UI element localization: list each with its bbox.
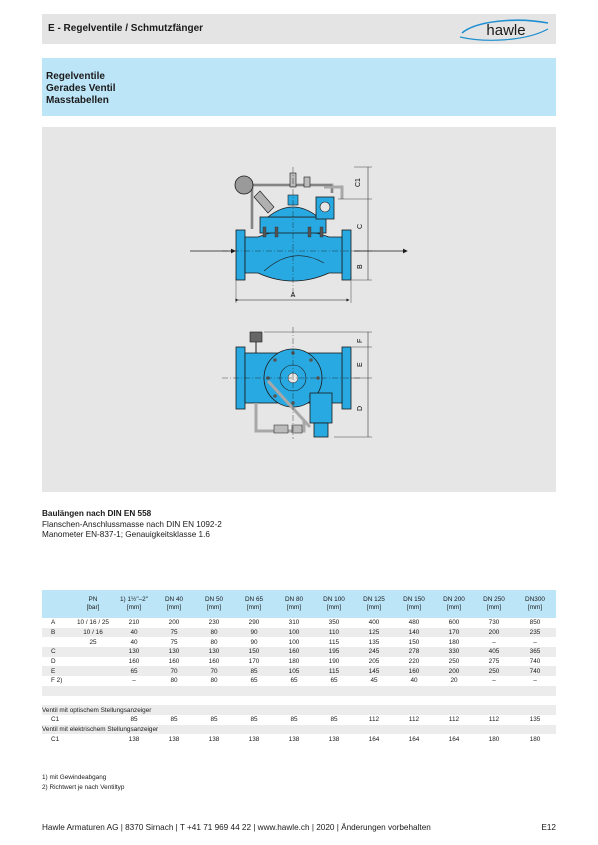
logo-text: hawle xyxy=(486,22,526,39)
table-cell: 115 xyxy=(328,638,340,646)
table-cell: 10 / 16 xyxy=(72,628,114,638)
header-bar xyxy=(42,14,556,44)
table-cell xyxy=(434,686,474,696)
table-cell: 200 xyxy=(474,628,514,638)
table-cell: 75 xyxy=(154,628,194,638)
table-cell: 85 xyxy=(210,716,218,724)
table-cell: C1 xyxy=(51,735,60,743)
table-row xyxy=(42,734,556,744)
column-header xyxy=(234,590,274,618)
table-cell: 200 xyxy=(434,666,474,676)
table-cell: 190 xyxy=(328,658,340,666)
table-cell: 100 xyxy=(288,638,300,646)
table-cell: 125 xyxy=(354,628,394,638)
table-cell xyxy=(194,696,234,706)
table-cell: 730 xyxy=(488,619,500,627)
table-cell: 220 xyxy=(408,658,420,666)
table-cell: 130 xyxy=(114,647,154,657)
table-cell xyxy=(274,696,314,706)
table-cell xyxy=(72,715,114,725)
table-cell xyxy=(514,696,556,706)
table-cell xyxy=(394,686,434,696)
column-header xyxy=(72,590,114,618)
table-cell xyxy=(114,686,154,696)
table-cell: 40 xyxy=(410,677,418,685)
column-header-title: DN 100 xyxy=(323,596,345,603)
table-cell: 138 xyxy=(128,735,140,743)
column-header-unit: [mm] xyxy=(126,604,142,611)
table-cell: 100 xyxy=(274,628,314,638)
table-cell: – xyxy=(492,677,496,685)
table-cell: 130 xyxy=(194,647,234,657)
table-cell: 170 xyxy=(434,628,474,638)
table-cell: 405 xyxy=(474,647,514,657)
side-view xyxy=(190,167,407,303)
table-cell: 85 xyxy=(130,716,138,724)
column-header-unit: [mm] xyxy=(486,604,502,611)
dim-label-d: D xyxy=(357,405,364,411)
table-cell: 850 xyxy=(529,619,541,627)
table-cell xyxy=(234,686,274,696)
table-row xyxy=(42,628,556,638)
table-cell: 10 / 16 / 25 xyxy=(77,619,109,627)
table-section-label: Ventil mit elektrischem Stellungsanzeiger xyxy=(42,725,556,735)
table-cell: D xyxy=(51,658,56,666)
column-header-unit: [mm] xyxy=(406,604,422,611)
column-header-unit: [mm] xyxy=(166,604,182,611)
table-cell xyxy=(154,686,194,696)
footer-text: Hawle Armaturen AG | 8370 Sirnach | T +41 71 969 44 22 | www.hawle.ch | 2020 | Änderungen vorbehalten xyxy=(42,823,431,832)
column-header-title: DN300 xyxy=(525,596,545,603)
table-cell: 85 xyxy=(290,716,298,724)
specs-line-2: Manometer EN-837-1; Genauigkeitsklasse 1.6 xyxy=(42,530,210,539)
table-cell: 85 xyxy=(170,716,178,724)
table-section-label: Ventil mit optischem Stellungsanzeiger xyxy=(42,705,556,715)
table-cell: 400 xyxy=(368,619,380,627)
section-line-3: Masstabellen xyxy=(46,95,109,106)
dimension-table xyxy=(42,590,556,744)
table-cell: A xyxy=(51,619,56,627)
table-header xyxy=(42,590,556,618)
column-header-unit: [mm] xyxy=(527,604,543,611)
table-cell: 210 xyxy=(128,619,140,627)
table-body xyxy=(42,618,556,744)
table-cell xyxy=(434,696,474,706)
table-cell: 65 xyxy=(114,666,154,676)
table-cell: 350 xyxy=(328,619,340,627)
valve-drawing-panel xyxy=(42,127,556,492)
table-cell: C xyxy=(42,647,72,657)
table-cell xyxy=(234,696,274,706)
table-cell: 180 xyxy=(529,735,541,743)
table-cell: 115 xyxy=(314,666,354,676)
table-cell xyxy=(72,666,114,676)
column-header xyxy=(474,590,514,618)
table-cell: 160 xyxy=(208,658,220,666)
table-section-row xyxy=(42,705,556,715)
table-cell: 200 xyxy=(168,619,180,627)
table-cell: 275 xyxy=(488,658,500,666)
table-cell: 245 xyxy=(354,647,394,657)
table-cell: 40 xyxy=(114,628,154,638)
table-cell xyxy=(354,696,394,706)
table-cell: 150 xyxy=(408,638,420,646)
table-cell: 110 xyxy=(314,628,354,638)
table-cell: – xyxy=(492,638,496,646)
table-row xyxy=(42,676,556,686)
table-cell: 65 xyxy=(290,677,298,685)
table-cell: 600 xyxy=(448,619,460,627)
table-cell: 85 xyxy=(234,666,274,676)
column-header-title: DN 250 xyxy=(483,596,505,603)
table-cell: C1 xyxy=(51,716,60,724)
table-cell: 65 xyxy=(250,677,258,685)
table-cell: B xyxy=(42,628,72,638)
table-cell: 740 xyxy=(514,666,556,676)
column-header-title: DN 125 xyxy=(363,596,385,603)
column-header xyxy=(42,590,72,618)
dim-label-c1: C1 xyxy=(355,178,362,187)
table-cell: 195 xyxy=(314,647,354,657)
column-header-title: DN 40 xyxy=(164,596,184,603)
column-header-unit: [mm] xyxy=(326,604,342,611)
footnote-1: 1) mit Gewindeabgang xyxy=(42,774,107,781)
table-row xyxy=(42,715,556,725)
table-cell: 80 xyxy=(210,677,218,685)
column-header xyxy=(194,590,234,618)
table-cell xyxy=(354,686,394,696)
table-cell xyxy=(42,696,72,706)
dim-label-e: E xyxy=(357,362,364,367)
table-cell: 160 xyxy=(394,666,434,676)
table-cell: 138 xyxy=(328,735,340,743)
table-cell xyxy=(194,686,234,696)
table-cell: 90 xyxy=(234,628,274,638)
table-cell xyxy=(72,686,114,696)
table-cell: 365 xyxy=(514,647,556,657)
table-cell: 112 xyxy=(488,716,500,724)
column-header-unit: [mm] xyxy=(206,604,222,611)
column-header-unit: [bar] xyxy=(86,604,100,611)
table-cell: 135 xyxy=(529,716,541,724)
table-cell: 105 xyxy=(274,666,314,676)
column-header xyxy=(394,590,434,618)
table-cell: 160 xyxy=(274,647,314,657)
table-cell: 180 xyxy=(488,735,500,743)
table-cell xyxy=(42,637,72,647)
table-cell xyxy=(154,696,194,706)
column-header-title: PN xyxy=(88,596,98,603)
table-row xyxy=(42,618,556,628)
table-cell xyxy=(114,696,154,706)
specs-line-1: Flanschen-Anschlussmasse nach DIN EN 1092-2 xyxy=(42,519,222,529)
table-cell: 164 xyxy=(448,735,460,743)
table-cell xyxy=(72,676,114,686)
header-title: E - Regelventile / Schmutzfänger xyxy=(48,23,204,34)
table-cell xyxy=(314,696,354,706)
table-cell: 138 xyxy=(248,735,260,743)
table-cell xyxy=(72,734,114,744)
table-cell: 138 xyxy=(288,735,300,743)
dim-label-f: F xyxy=(357,338,364,343)
table-cell xyxy=(474,696,514,706)
column-header xyxy=(314,590,354,618)
table-cell: 278 xyxy=(394,647,434,657)
table-cell: 85 xyxy=(330,716,338,724)
table-cell: 205 xyxy=(368,658,380,666)
table-cell: 80 xyxy=(170,677,178,685)
table-cell: 164 xyxy=(368,735,380,743)
table-cell: 85 xyxy=(250,716,258,724)
column-header-unit: [mm] xyxy=(286,604,302,611)
table-cell xyxy=(274,686,314,696)
table-cell: 160 xyxy=(128,658,140,666)
column-header-title: DN 150 xyxy=(403,596,425,603)
column-header-title: DN 200 xyxy=(443,596,465,603)
section-line-1: Regelventile xyxy=(46,71,105,82)
table-cell: 112 xyxy=(368,716,380,724)
footnotes xyxy=(42,773,124,792)
dim-label-b: B xyxy=(357,264,364,269)
table-cell: 112 xyxy=(408,716,420,724)
table-cell: 180 xyxy=(448,638,460,646)
column-header xyxy=(154,590,194,618)
table-section-row xyxy=(42,725,556,735)
table-cell: – xyxy=(533,677,537,685)
table-cell: 25 xyxy=(89,638,97,646)
table-row xyxy=(42,657,556,667)
table-cell xyxy=(514,686,556,696)
column-header xyxy=(434,590,474,618)
table-cell: 20 xyxy=(450,677,458,685)
table-cell: 145 xyxy=(354,666,394,676)
section-banner xyxy=(42,58,556,116)
table-cell: 80 xyxy=(210,638,218,646)
table-cell: 310 xyxy=(288,619,300,627)
table-cell: 160 xyxy=(168,658,180,666)
table-cell: 290 xyxy=(248,619,260,627)
table-cell: 70 xyxy=(154,666,194,676)
table-cell: 40 xyxy=(130,638,138,646)
footnote-2: 2) Richtwert je nach Ventiltyp xyxy=(42,783,125,791)
column-header-title: DN 65 xyxy=(244,596,264,603)
table-cell: 164 xyxy=(408,735,420,743)
table-cell: 140 xyxy=(394,628,434,638)
table-cell: – xyxy=(132,677,136,685)
table-row xyxy=(42,637,556,647)
section-line-2: Gerades Ventil xyxy=(46,83,116,94)
table-cell xyxy=(394,696,434,706)
dim-label-a: A xyxy=(290,292,296,299)
table-cell: 170 xyxy=(248,658,260,666)
table-cell: 138 xyxy=(168,735,180,743)
table-cell xyxy=(72,696,114,706)
column-header xyxy=(114,590,154,618)
table-cell: 130 xyxy=(154,647,194,657)
table-cell: 45 xyxy=(370,677,378,685)
column-header-unit: [mm] xyxy=(246,604,262,611)
table-cell: 112 xyxy=(448,716,460,724)
table-cell: 230 xyxy=(208,619,220,627)
column-header-title: 1) 1½"–2" xyxy=(120,596,148,603)
table-cell: 65 xyxy=(330,677,338,685)
column-header xyxy=(354,590,394,618)
table-cell: 150 xyxy=(234,647,274,657)
table-cell xyxy=(72,647,114,657)
table-cell: 70 xyxy=(194,666,234,676)
table-cell: 235 xyxy=(514,628,556,638)
table-cell xyxy=(474,686,514,696)
top-view xyxy=(222,327,372,439)
dim-label-c: C xyxy=(357,223,364,229)
table-cell xyxy=(42,686,72,696)
column-header-title: DN 50 xyxy=(204,596,224,603)
table-cell: – xyxy=(533,638,537,646)
page-number: E12 xyxy=(541,823,556,832)
table-cell: 75 xyxy=(170,638,178,646)
table-cell: 250 xyxy=(474,666,514,676)
table-cell: E xyxy=(42,666,72,676)
column-header xyxy=(514,590,556,618)
table-cell: 180 xyxy=(288,658,300,666)
column-header-unit: [mm] xyxy=(366,604,382,611)
table-cell: 250 xyxy=(448,658,460,666)
table-cell: 80 xyxy=(194,628,234,638)
valve-drawing xyxy=(42,127,556,492)
table-row xyxy=(42,647,556,657)
table-cell: 135 xyxy=(368,638,380,646)
table-cell: 90 xyxy=(250,638,258,646)
column-header-unit: [mm] xyxy=(446,604,462,611)
table-row xyxy=(42,666,556,676)
table-cell: 740 xyxy=(529,658,541,666)
table-cell: F 2) xyxy=(51,677,63,685)
specifications xyxy=(42,509,222,541)
table-row xyxy=(42,686,556,696)
table-cell: 330 xyxy=(434,647,474,657)
table-cell: 138 xyxy=(208,735,220,743)
specs-title: Baulängen nach DIN EN 558 xyxy=(42,509,152,518)
table-cell xyxy=(72,657,114,667)
table-cell: 480 xyxy=(408,619,420,627)
column-header xyxy=(274,590,314,618)
column-header-title: DN 80 xyxy=(284,596,304,603)
table-row xyxy=(42,696,556,706)
hawle-logo xyxy=(456,15,552,43)
table-cell xyxy=(314,686,354,696)
